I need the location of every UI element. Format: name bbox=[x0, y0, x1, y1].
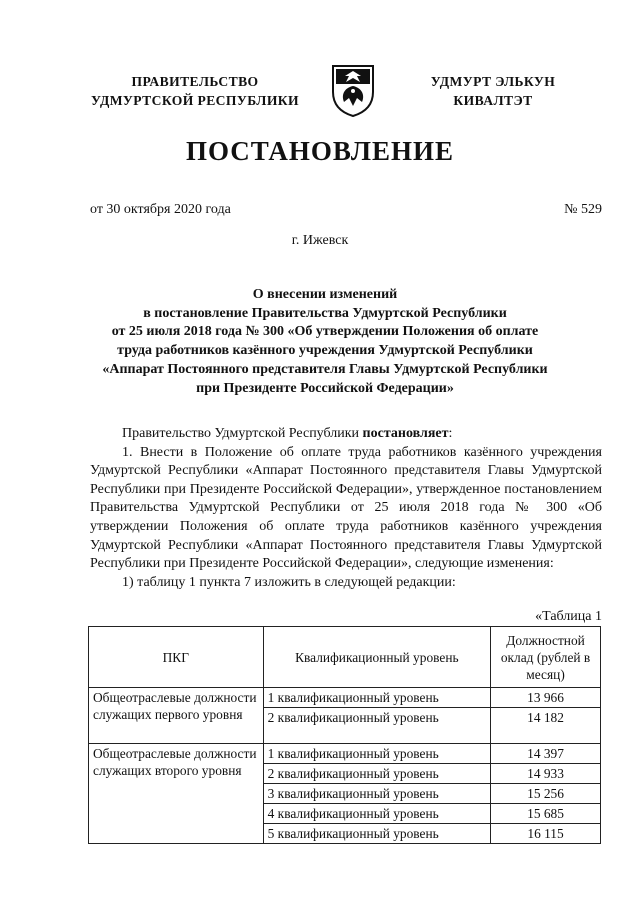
table-cell-pkg: Общеотраслевые должности служащих первого уровня bbox=[89, 688, 264, 744]
table-cell-salary: 16 115 bbox=[491, 824, 601, 844]
document-date: от 30 октября 2020 года bbox=[90, 202, 231, 217]
table-cell-pkg: Общеотраслевые должности служащих второго уровня bbox=[89, 744, 264, 844]
body-intro-end: : bbox=[448, 426, 453, 441]
subject-line: «Аппарат Постоянного представителя Главы Удмуртской Республики bbox=[102, 361, 548, 377]
table-cell-level: 5 квалификационный уровень bbox=[263, 824, 490, 844]
header-right-line1: УДМУРТ ЭЛЬКУН bbox=[430, 74, 556, 89]
body-intro-bold: постановляет bbox=[362, 426, 449, 441]
subject-line: при Президенте Российской Федерации» bbox=[196, 380, 454, 396]
document-type-title: ПОСТАНОВЛЕНИЕ bbox=[185, 136, 455, 166]
body-paragraph-2: 1) таблицу 1 пункта 7 изложить в следующей редакции: bbox=[122, 574, 456, 590]
table-header-pkg: ПКГ bbox=[89, 627, 264, 688]
subject-line: от 25 июля 2018 года № 300 «Об утверждении Положения об оплате bbox=[111, 324, 539, 340]
table-cell-level: 1 квалификационный уровень bbox=[263, 688, 490, 708]
subject-line: в постановление Правительства Удмуртской Республики bbox=[143, 305, 507, 321]
table-row bbox=[89, 744, 601, 764]
table-cell-level: 1 квалификационный уровень bbox=[263, 744, 490, 764]
table-header-level: Квалификационный уровень bbox=[263, 627, 490, 688]
subject-line: О внесении изменений bbox=[252, 287, 398, 302]
header-right-line2: КИВАЛТЭТ bbox=[453, 93, 533, 108]
table-cell-level: 4 квалификационный уровень bbox=[263, 804, 490, 824]
udmurt-coat-of-arms-icon bbox=[330, 62, 376, 118]
document-number: № 529 bbox=[564, 202, 602, 217]
table-header-salary: Должностной оклад (рублей в месяц) bbox=[491, 627, 601, 688]
table-cell-salary: 15 256 bbox=[491, 784, 601, 804]
table-cell-salary: 14 397 bbox=[491, 744, 601, 764]
table-cell-salary: 13 966 bbox=[491, 688, 601, 708]
document-body bbox=[90, 425, 602, 592]
document-city: г. Ижевск bbox=[291, 233, 349, 248]
header-left-line1: ПРАВИТЕЛЬСТВО bbox=[131, 74, 259, 89]
header-left bbox=[60, 72, 330, 110]
header-right bbox=[398, 72, 588, 110]
table-cell-salary: 15 685 bbox=[491, 804, 601, 824]
table-row bbox=[89, 688, 601, 708]
header-left-line2: УДМУРТСКОЙ РЕСПУБЛИКИ bbox=[90, 93, 300, 108]
table-cell-level: 2 квалификационный уровень bbox=[263, 764, 490, 784]
subject-line: труда работников казённого учреждения Удмуртской Республики bbox=[117, 343, 533, 359]
table-header-row bbox=[89, 627, 601, 688]
body-intro-text: Правительство Удмуртской Республики bbox=[122, 426, 363, 441]
table-caption: «Таблица 1 bbox=[535, 609, 602, 624]
body-intro bbox=[90, 425, 602, 444]
document-subject bbox=[70, 286, 580, 398]
table-cell-salary: 14 182 bbox=[491, 708, 601, 744]
body-paragraph-1: 1. Внести в Положение об оплате труда работников казённого учреждения Удмуртской Республики «Аппарат Постоянного представителя Главы Удмуртской Республики при Президенте Российской Федерации», утвержденное постановлением Правительства Удмуртской Республики от 25 июля 2018 года № 300 «Об утверждении Положения об оплате труда работников казённого учреждения Удмуртской Республики «Аппарат Постоянного представителя Главы Удмуртской Республики при Президенте Российской Федерации», следующие изменения: bbox=[90, 444, 602, 572]
table-cell-level: 3 квалификационный уровень bbox=[263, 784, 490, 804]
table-cell-level: 2 квалификационный уровень bbox=[263, 708, 490, 744]
table-cell-salary: 14 933 bbox=[491, 764, 601, 784]
salary-table bbox=[88, 626, 601, 844]
